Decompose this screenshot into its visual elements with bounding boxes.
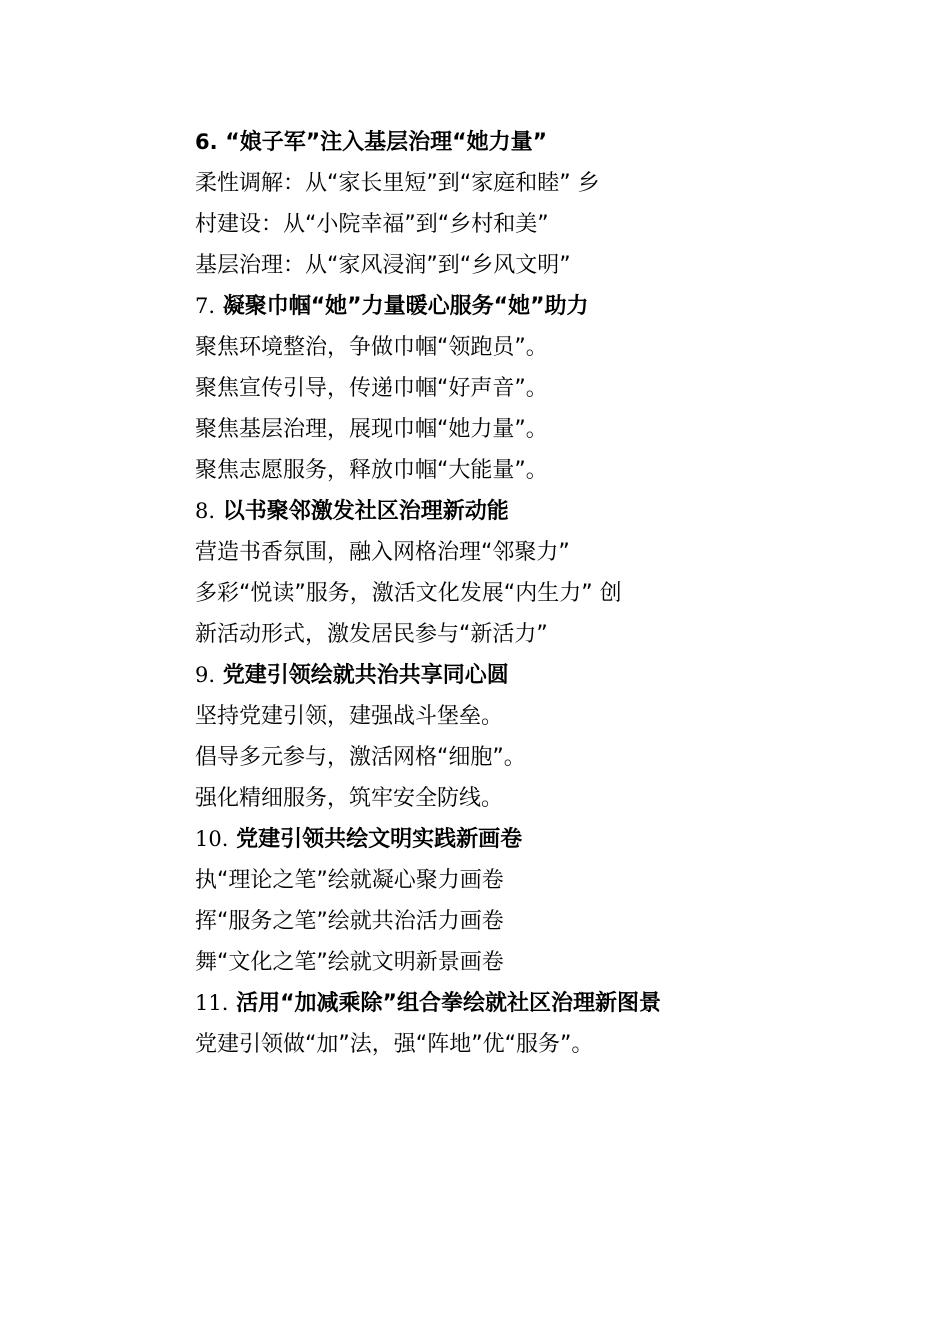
text-line: 执“理论之笔”绘就凝心聚力画卷 <box>195 868 504 893</box>
text-line: 聚焦宣传引导，传递巾帼“好声音”。 <box>195 376 548 401</box>
section-7 <box>195 286 755 491</box>
section-title: 以书聚邻激发社区治理新动能 <box>222 499 509 524</box>
text-line: 强化精细服务，筑牢安全防线。 <box>195 786 504 811</box>
section-8 <box>195 491 755 655</box>
section-title: 凝聚巾帼“她”力量暖心服务“她”助力 <box>222 294 589 319</box>
section-heading <box>195 819 755 860</box>
text-line: 党建引领做“加”法，强“阵地”优“服务”。 <box>195 1032 594 1057</box>
text-line: 柔性调解：从“家长里短”到“家庭和睦” 乡 <box>195 171 600 196</box>
section-number: 8. <box>195 499 216 523</box>
section-6 <box>195 122 755 286</box>
text-line: 村建设：从“小院幸福”到“乡村和美” <box>195 212 549 237</box>
section-10 <box>195 819 755 983</box>
text-line: 挥“服务之笔”绘就共治活力画卷 <box>195 909 504 934</box>
section-number: 11. <box>195 991 229 1015</box>
text-line: 聚焦基层治理，展现巾帼“她力量”。 <box>195 417 548 442</box>
text-line: 舞“文化之笔”绘就文明新景画卷 <box>195 950 504 975</box>
text-line: 坚持党建引领，建强战斗堡垒。 <box>195 704 504 729</box>
section-heading <box>195 491 755 532</box>
section-number: 9. <box>195 663 216 687</box>
text-line: 聚焦志愿服务，释放巾帼“大能量”。 <box>195 458 548 483</box>
section-number: 6. <box>195 130 218 154</box>
section-heading <box>195 286 755 327</box>
section-title: “娘子军”注入基层治理“她力量” <box>225 130 548 155</box>
section-heading <box>195 655 755 696</box>
text-line: 营造书香氛围，融入网格治理“邻聚力” <box>195 540 570 565</box>
section-number: 7. <box>195 294 216 318</box>
document-content <box>195 122 755 1065</box>
text-line: 新活动形式，激发居民参与“新活力” <box>195 622 548 647</box>
section-title: 党建引领绘就共治共享同心圆 <box>222 663 509 688</box>
section-title: 党建引领共绘文明实践新画卷 <box>236 827 523 852</box>
text-line: 倡导多元参与，激活网格“细胞”。 <box>195 745 526 770</box>
section-9 <box>195 655 755 819</box>
section-number: 10. <box>195 827 229 851</box>
text-line: 基层治理：从“家风浸润”到“乡风文明” <box>195 253 571 278</box>
section-heading <box>195 983 755 1024</box>
section-heading <box>195 122 755 163</box>
section-11 <box>195 983 755 1065</box>
text-line: 聚焦环境整治，争做巾帼“领跑员”。 <box>195 335 548 360</box>
section-title: 活用“加减乘除”组合拳绘就社区治理新图景 <box>236 991 661 1016</box>
text-line: 多彩“悦读”服务，激活文化发展“内生力” 创 <box>195 581 622 606</box>
